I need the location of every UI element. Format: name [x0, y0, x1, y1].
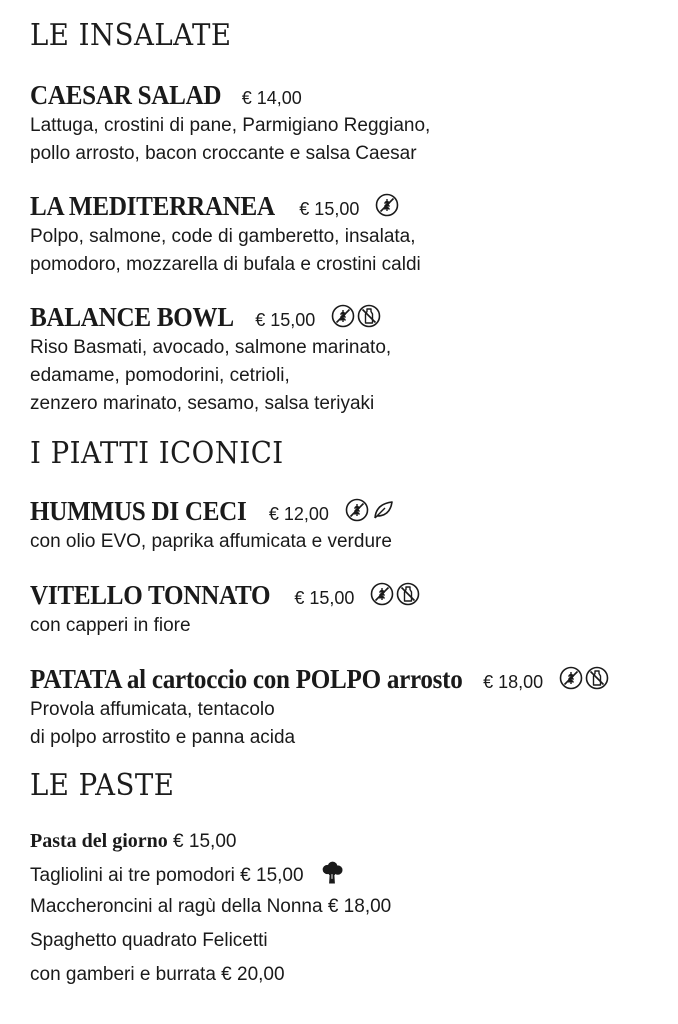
item-description-line: zenzero marinato, sesamo, salsa teriyaki	[30, 393, 375, 414]
pasta-item-del-giorno	[30, 830, 236, 853]
pasta-text: Maccheroncini al ragù della Nonna € 18,00	[30, 896, 392, 917]
item-description-line: di polpo arrostito e panna acida	[30, 727, 296, 748]
menu-item-hummus-di-ceci	[30, 496, 670, 556]
item-description-line: con olio EVO, paprika affumicata e verdure	[30, 531, 392, 552]
pasta-item-tagliolini	[30, 862, 346, 890]
item-description-line: con capperi in fiore	[30, 615, 191, 636]
item-description-line: pomodoro, mozzarella di bufala e crostini caldi	[30, 254, 421, 275]
item-price: € 15,00	[255, 310, 316, 330]
item-price: € 14,00	[241, 88, 302, 108]
section-title-insalate: LE INSALATE	[30, 18, 232, 53]
allergen-icons	[331, 304, 381, 328]
allergen-icons	[345, 498, 395, 522]
menu-item-caesar-salad	[30, 80, 670, 168]
item-name-part: PATATA	[30, 664, 121, 694]
gluten-free-icon	[331, 304, 355, 328]
gluten-free-icon	[370, 582, 394, 606]
item-name: LA MEDITERRANEA	[30, 191, 275, 221]
item-name	[30, 664, 463, 695]
pasta-item-spaghetto-continued	[30, 964, 285, 986]
pasta-item-spaghetto	[30, 930, 268, 952]
menu-item-la-mediterranea	[30, 191, 670, 279]
item-description-line: Provola affumicata, tentacolo	[30, 699, 275, 720]
gluten-free-icon	[375, 193, 399, 217]
gluten-free-icon	[559, 666, 583, 690]
lactose-free-icon	[396, 582, 420, 606]
item-description-line: Polpo, salmone, code di gamberetto, insalata,	[30, 226, 416, 247]
pasta-text: con gamberi e burrata € 20,00	[30, 964, 285, 985]
vegan-leaf-icon	[371, 498, 395, 522]
item-name: VITELLO TONNATO	[30, 580, 271, 610]
allergen-icons	[370, 582, 420, 606]
item-description-line: edamame, pomodorini, cetrioli,	[30, 365, 290, 386]
pasta-name: Pasta del giorno	[30, 830, 168, 852]
item-description-line: Lattuga, crostini di pane, Parmigiano Reggiano,	[30, 115, 431, 136]
menu-item-balance-bowl	[30, 302, 670, 418]
item-name-part: al cartoccio con	[120, 664, 296, 694]
item-description-line: pollo arrosto, bacon croccante e salsa Caesar	[30, 143, 417, 164]
item-name-part: POLPO	[295, 664, 381, 694]
menu-item-patata-al-cartoccio	[30, 664, 670, 752]
item-price: € 18,00	[483, 672, 544, 692]
menu-item-vitello-tonnato	[30, 580, 670, 640]
item-description-line: Riso Basmati, avocado, salmone marinato,	[30, 337, 392, 358]
pasta-text: Spaghetto quadrato Felicetti	[30, 930, 268, 951]
item-price: € 12,00	[268, 504, 329, 524]
pasta-text: Tagliolini ai tre pomodori € 15,00	[30, 865, 304, 886]
item-name: CAESAR SALAD	[30, 80, 222, 110]
section-title-piatti-iconici: I PIATTI ICONICI	[30, 436, 284, 471]
lactose-free-icon	[585, 666, 609, 690]
item-name: HUMMUS DI CECI	[30, 496, 247, 526]
pasta-price: € 15,00	[167, 831, 237, 852]
section-title-le-paste: LE PASTE	[30, 768, 175, 803]
item-price: € 15,00	[294, 588, 355, 608]
allergen-icons	[375, 193, 399, 217]
item-name-part: arrosto	[380, 664, 463, 694]
pasta-item-maccheroncini	[30, 896, 391, 918]
lactose-free-icon	[357, 304, 381, 328]
gluten-free-icon	[345, 498, 369, 522]
allergen-icons	[559, 666, 609, 690]
item-name: BALANCE BOWL	[30, 302, 234, 332]
item-price: € 15,00	[299, 199, 360, 219]
vegetarian-icon	[318, 859, 346, 887]
